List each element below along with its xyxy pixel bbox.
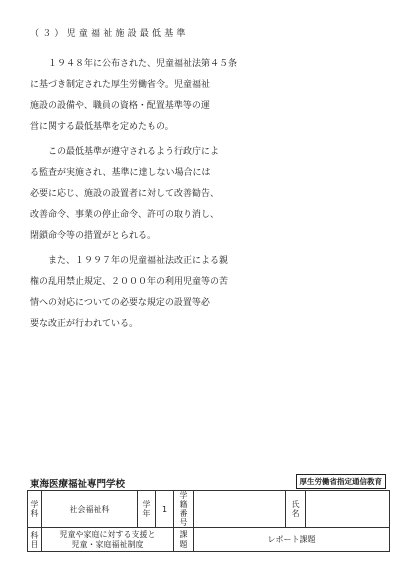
body-line: 権の乱用禁止規定、２０００年の利用児童等の苦	[30, 277, 229, 287]
body-line: 改善命令、事業の停止命令、許可の取り消し、	[30, 210, 220, 220]
assignment-label: 課題	[174, 528, 194, 552]
assignment-field[interactable]: レポート課題	[194, 528, 390, 552]
table-row	[28, 491, 390, 528]
body-line: 閉鎖命令等の措置がとられる。	[30, 231, 157, 241]
department-label: 学 科	[28, 491, 42, 528]
year-field[interactable]: 1	[156, 491, 174, 528]
subject-line: 児童・家庭福祉制度	[71, 539, 144, 549]
body-line: 情への対応についての必要な規定の設置等必	[30, 298, 210, 308]
table-row	[28, 528, 390, 552]
body-line: また、１９９７年の児童福祉法改正による親	[30, 256, 229, 266]
body-line: １９４８年に公布された、児童福祉法第４５条	[30, 59, 238, 69]
section-heading: （３）児童福祉施設最低基準	[30, 29, 189, 39]
department-field[interactable]: 社会福祉科	[42, 491, 138, 528]
body-line: この最低基準が遵守されるよう行政庁によ	[30, 147, 220, 157]
student-number-label: 学籍 番号	[174, 491, 194, 528]
body-line: 施設の設備や、職員の資格・配置基準等の運	[30, 101, 210, 111]
subject-line: 児童や家庭に対する支援と	[59, 529, 156, 539]
subject-field[interactable]	[42, 528, 174, 552]
body-line: る監査が実施され、基準に達しない場合には	[30, 168, 211, 178]
year-label: 学 年	[138, 491, 156, 528]
body-line: 営に関する最低基準を定めたもの。	[30, 122, 174, 132]
certification-stamp: 厚生労働省指定通信教育	[296, 474, 387, 489]
report-info-table	[27, 490, 390, 552]
body-line: に基づき制定された厚生労働省令。児童福祉	[30, 80, 211, 90]
body-line: 要な改正が行われている。	[30, 319, 139, 329]
student-number-field[interactable]	[194, 491, 286, 528]
name-label: 氏 名	[286, 491, 306, 528]
name-field[interactable]	[306, 491, 390, 528]
body-line: 必要に応じ、施設の設置者に対して改善勧告、	[30, 189, 220, 199]
subject-label: 科 目	[28, 528, 42, 552]
school-name: 東海医療福祉専門学校	[30, 479, 126, 490]
